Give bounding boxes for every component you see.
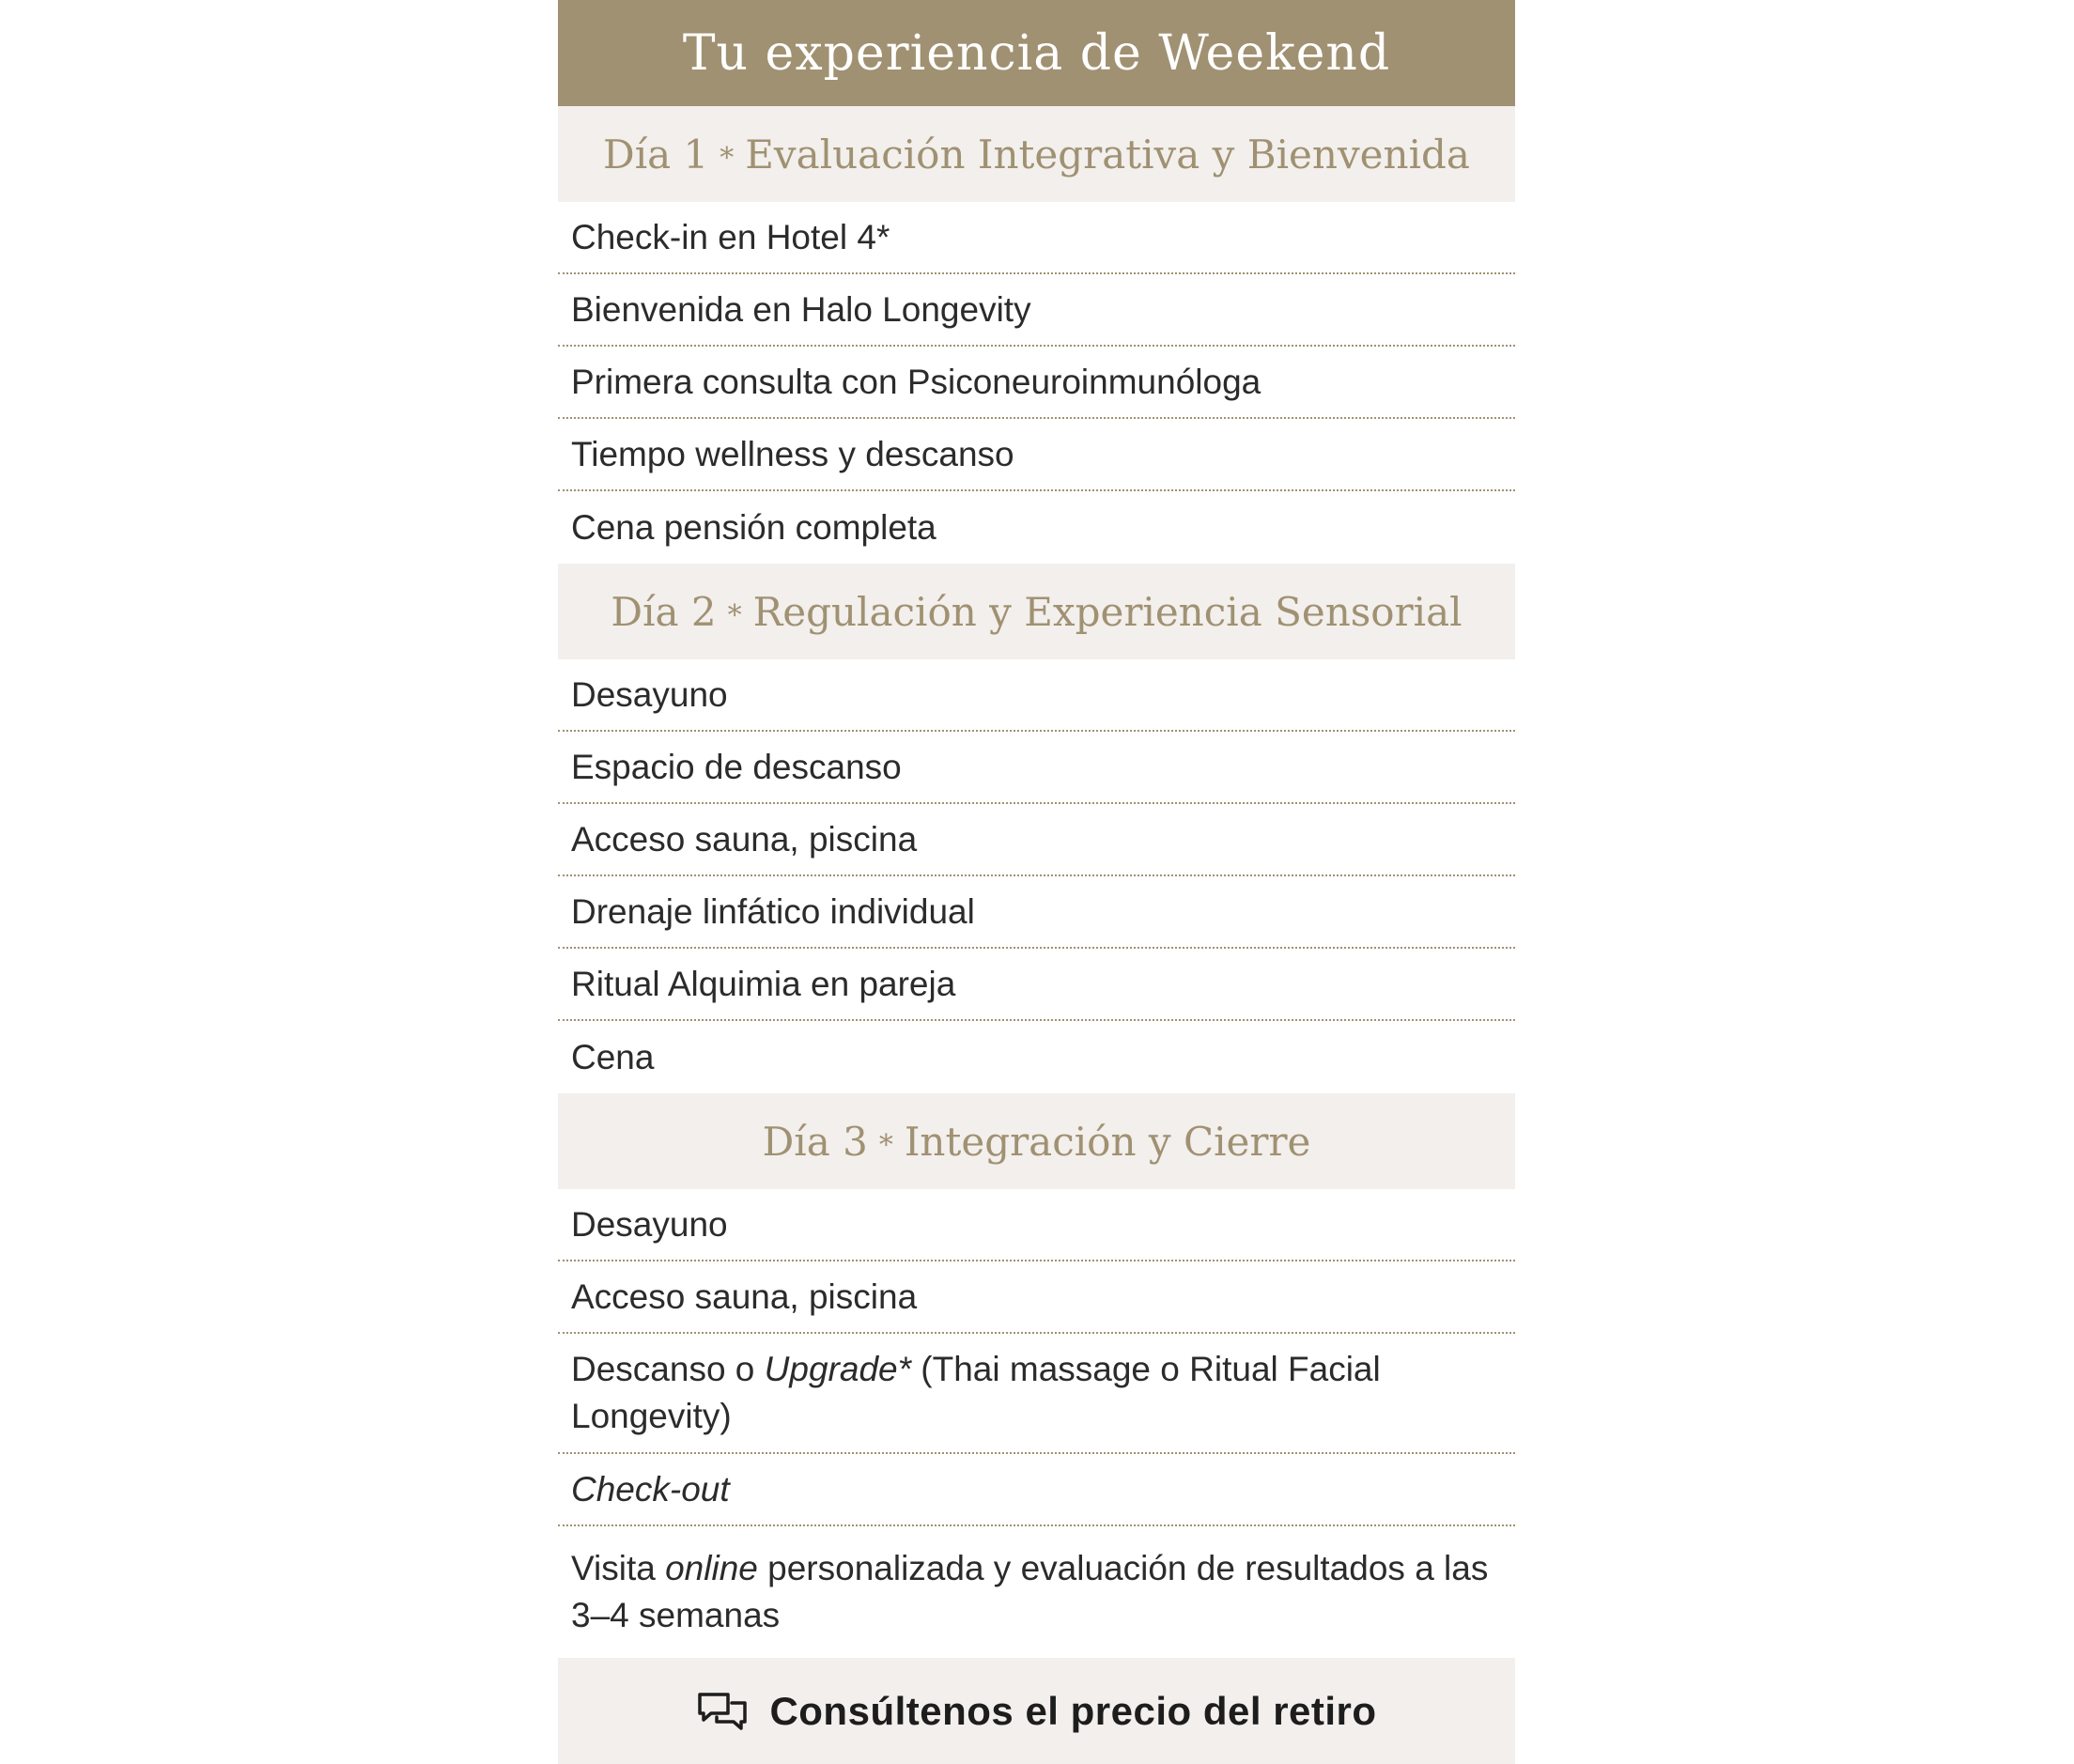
- chat-bubbles-icon: [696, 1691, 749, 1732]
- list-item: Acceso sauna, piscina: [558, 804, 1515, 876]
- day-1-header: [558, 106, 1515, 202]
- panel-title: [558, 0, 1515, 106]
- checkout-text: Check-out: [571, 1469, 730, 1509]
- online-suffix: personalizada y evaluación de resultados a las 3–4 semanas: [571, 1549, 1489, 1634]
- list-item: Primera consulta con Psiconeuroinmunóloga: [558, 347, 1515, 419]
- day-2-number: Día 2: [611, 588, 717, 635]
- list-item: Espacio de descanso: [558, 732, 1515, 804]
- online-visit-text: [571, 1545, 1502, 1639]
- upgrade-suffix: (Thai massage o Ritual Facial Longevity): [571, 1350, 1381, 1435]
- list-item-online-visit: [558, 1526, 1515, 1658]
- list-item: Ritual Alquimia en pareja: [558, 949, 1515, 1021]
- online-prefix: Visita: [571, 1549, 666, 1587]
- list-item-upgrade: [558, 1334, 1515, 1454]
- day-2-header: [558, 564, 1515, 659]
- online-italic: online: [665, 1549, 758, 1587]
- day-3-title: Integración y Cierre: [904, 1118, 1311, 1165]
- list-item-checkout: [558, 1454, 1515, 1526]
- panel-title-text: Tu experiencia de Weekend: [682, 24, 1391, 82]
- price-inquiry-label: Consúltenos el precio del retiro: [769, 1688, 1377, 1733]
- list-item: Cena pensión completa: [571, 507, 936, 547]
- day-3-header: [558, 1093, 1515, 1189]
- weekend-experience-panel: [558, 0, 1515, 1764]
- upgrade-prefix: Descanso o: [571, 1350, 765, 1388]
- upgrade-text: [571, 1346, 1502, 1440]
- day-1-title: Evaluación Integrativa y Bienvenida: [745, 131, 1470, 178]
- upgrade-italic: Upgrade*: [764, 1350, 912, 1388]
- list-item: Check-in en Hotel 4*: [558, 202, 1515, 274]
- day-1-number: Día 1: [603, 131, 709, 178]
- list-item: Tiempo wellness y descanso: [558, 419, 1515, 491]
- price-inquiry-button[interactable]: [558, 1658, 1515, 1764]
- day-2-separator: *: [727, 598, 742, 632]
- day-3-number: Día 3: [762, 1118, 868, 1165]
- day-2-title: Regulación y Experiencia Sensorial: [752, 588, 1463, 635]
- list-item: Acceso sauna, piscina: [558, 1261, 1515, 1334]
- list-item: Desayuno: [558, 659, 1515, 732]
- day-1-separator: *: [720, 141, 735, 175]
- list-item: Desayuno: [558, 1189, 1515, 1261]
- day-3-separator: *: [878, 1128, 893, 1162]
- list-item: Cena: [571, 1037, 655, 1076]
- list-item: Bienvenida en Halo Longevity: [558, 274, 1515, 347]
- list-item: Drenaje linfático individual: [558, 876, 1515, 949]
